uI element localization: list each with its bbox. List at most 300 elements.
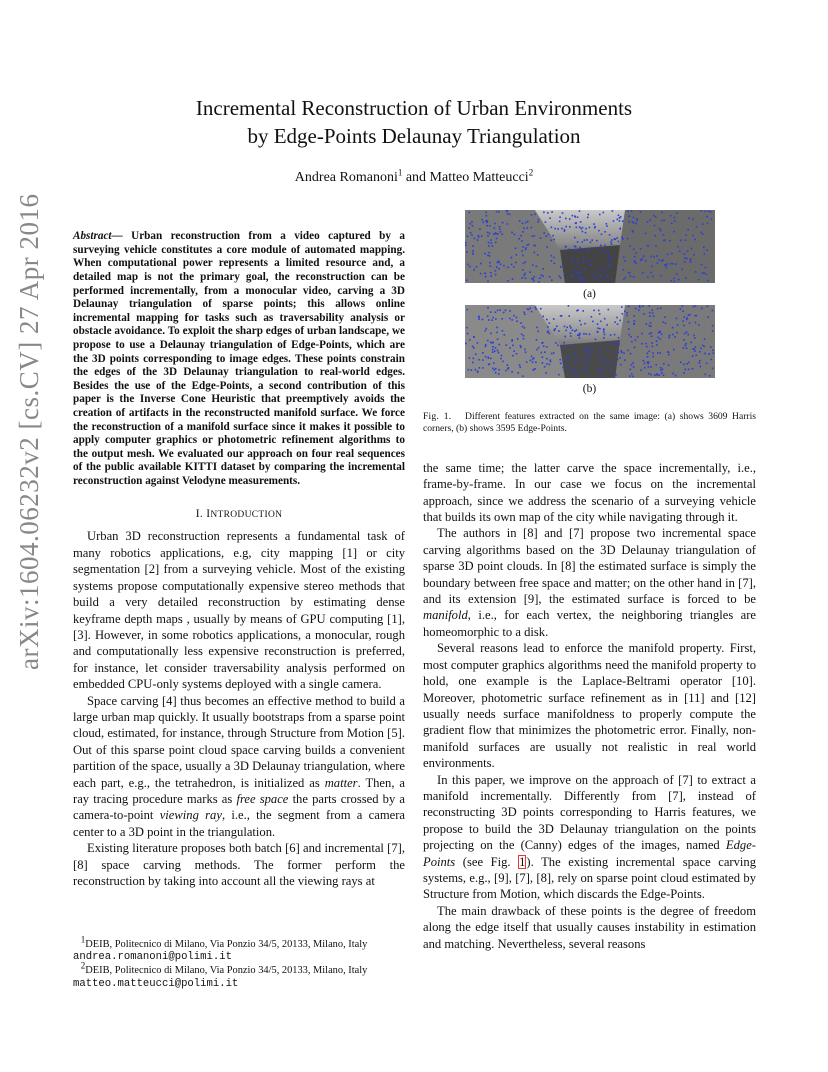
- feature-marker: [647, 356, 649, 358]
- feature-marker: [651, 336, 653, 338]
- feature-marker: [618, 352, 620, 354]
- feature-marker: [652, 356, 654, 358]
- feature-marker: [579, 226, 581, 228]
- harris-corners-image: [465, 210, 715, 283]
- feature-marker: [700, 232, 702, 234]
- feature-marker: [473, 347, 475, 349]
- feature-marker: [539, 277, 541, 279]
- feature-marker: [519, 364, 521, 366]
- feature-marker: [683, 347, 685, 349]
- feature-marker: [606, 223, 608, 225]
- feature-marker: [547, 212, 549, 214]
- body-paragraph: The authors in [8] and [7] propose two incremental space carving algorithms based on the 3D Delaunay triangulation of sparse 3D point clouds. In [8] the estimated surface is simply the boundary between free space and matter; on the other hand in [7], and its extension [9], the estimated surface is forced to be manifold, i.e., for each vertex, the neighboring triangles are homeomorphic to a disk.: [423, 526, 756, 639]
- feature-marker: [581, 241, 583, 243]
- feature-marker: [593, 310, 595, 312]
- feature-marker: [531, 311, 533, 313]
- feature-marker: [609, 367, 611, 369]
- feature-marker: [630, 336, 632, 338]
- feature-marker: [568, 357, 570, 359]
- feature-marker: [665, 267, 667, 269]
- feature-marker: [617, 323, 619, 325]
- feature-marker: [586, 372, 588, 374]
- feature-marker: [559, 276, 561, 278]
- feature-marker: [482, 359, 484, 361]
- feature-marker: [583, 262, 585, 264]
- feature-marker: [496, 238, 498, 240]
- feature-marker: [597, 331, 599, 333]
- feature-marker: [511, 264, 513, 266]
- feature-marker: [577, 263, 579, 265]
- feature-marker: [574, 270, 576, 272]
- feature-marker: [616, 237, 618, 239]
- feature-marker: [569, 218, 571, 220]
- feature-marker: [622, 220, 624, 222]
- feature-marker: [511, 371, 513, 373]
- feature-marker: [658, 332, 660, 334]
- feature-marker: [472, 225, 474, 227]
- feature-marker: [600, 280, 602, 282]
- feature-marker: [533, 276, 535, 278]
- feature-marker: [623, 352, 625, 354]
- figure-reference-link[interactable]: 1: [519, 854, 526, 869]
- feature-marker: [602, 247, 604, 249]
- feature-marker: [613, 220, 615, 222]
- feature-marker: [668, 337, 670, 339]
- feature-marker: [485, 344, 487, 346]
- feature-marker: [559, 216, 561, 218]
- feature-marker: [676, 318, 678, 320]
- feature-marker: [615, 343, 617, 345]
- feature-marker: [547, 326, 549, 328]
- feature-marker: [500, 263, 502, 265]
- feature-marker: [674, 281, 676, 283]
- feature-marker: [490, 265, 492, 267]
- feature-marker: [532, 278, 534, 280]
- feature-marker: [654, 225, 656, 227]
- feature-marker: [699, 360, 701, 362]
- feature-marker: [598, 348, 600, 350]
- feature-marker: [635, 252, 637, 254]
- feature-marker: [573, 371, 575, 373]
- feature-marker: [685, 343, 687, 345]
- feature-marker: [648, 373, 650, 375]
- feature-marker: [509, 318, 511, 320]
- feature-marker: [577, 271, 579, 273]
- feature-marker: [521, 277, 523, 279]
- figure-caption: Fig. 1. Different features extracted on the same image: (a) shows 3609 Harris corners, (b) shows 3595 Edge-Points.: [423, 411, 756, 435]
- feature-marker: [598, 230, 600, 232]
- feature-marker: [612, 210, 614, 212]
- feature-marker: [631, 210, 633, 212]
- feature-marker: [477, 239, 479, 241]
- feature-marker: [630, 369, 632, 371]
- feature-marker: [465, 245, 467, 247]
- figure-1: [423, 210, 756, 436]
- feature-marker: [632, 376, 634, 378]
- feature-marker: [640, 369, 642, 371]
- feature-marker: [466, 327, 468, 329]
- feature-marker: [557, 345, 559, 347]
- feature-marker: [587, 217, 589, 219]
- feature-marker: [536, 349, 538, 351]
- feature-marker: [691, 248, 693, 250]
- feature-marker: [495, 311, 497, 313]
- feature-marker: [610, 334, 612, 336]
- feature-marker: [536, 327, 538, 329]
- feature-marker: [676, 212, 678, 214]
- feature-marker: [486, 222, 488, 224]
- feature-marker: [468, 227, 470, 229]
- feature-marker: [557, 228, 559, 230]
- feature-marker: [578, 335, 580, 337]
- feature-marker: [527, 221, 529, 223]
- feature-marker: [572, 258, 574, 260]
- feature-marker: [509, 214, 511, 216]
- feature-marker: [524, 349, 526, 351]
- feature-marker: [621, 352, 623, 354]
- feature-marker: [575, 249, 577, 251]
- feature-marker: [517, 338, 519, 340]
- feature-marker: [664, 316, 666, 318]
- feature-marker: [589, 353, 591, 355]
- feature-marker: [612, 362, 614, 364]
- feature-marker: [522, 269, 524, 271]
- feature-marker: [482, 352, 484, 354]
- feature-marker: [648, 245, 650, 247]
- feature-marker: [635, 262, 637, 264]
- feature-marker: [538, 281, 540, 283]
- feature-marker: [547, 331, 549, 333]
- feature-marker: [487, 255, 489, 257]
- feature-marker: [685, 240, 687, 242]
- feature-marker: [652, 352, 654, 354]
- feature-marker: [643, 255, 645, 257]
- feature-marker: [565, 246, 567, 248]
- feature-marker: [705, 211, 707, 213]
- feature-marker: [653, 215, 655, 217]
- author-email[interactable]: matteo.matteucci@polimi.it: [73, 977, 239, 990]
- feature-marker: [633, 366, 635, 368]
- section-initial: I: [206, 508, 211, 521]
- feature-marker: [663, 363, 665, 365]
- feature-marker: [661, 212, 663, 214]
- feature-marker: [680, 308, 682, 310]
- feature-marker: [692, 218, 694, 220]
- feature-marker: [618, 344, 620, 346]
- feature-marker: [579, 276, 581, 278]
- feature-marker: [640, 248, 642, 250]
- feature-marker: [659, 331, 661, 333]
- feature-marker: [662, 259, 664, 261]
- feature-marker: [624, 311, 626, 313]
- feature-marker: [534, 235, 536, 237]
- affiliation-marker: 2: [528, 167, 534, 178]
- feature-marker: [627, 211, 629, 213]
- feature-marker: [599, 376, 601, 378]
- feature-marker: [490, 272, 492, 274]
- feature-marker: [477, 342, 479, 344]
- feature-marker: [704, 353, 706, 355]
- feature-marker: [495, 274, 497, 276]
- feature-marker: [546, 319, 548, 321]
- feature-marker: [580, 228, 582, 230]
- feature-marker: [494, 223, 496, 225]
- feature-marker: [579, 337, 581, 339]
- feature-marker: [505, 310, 507, 312]
- feature-marker: [471, 221, 473, 223]
- feature-marker: [670, 263, 672, 265]
- feature-marker: [632, 231, 634, 233]
- feature-marker: [482, 219, 484, 221]
- feature-marker: [579, 320, 581, 322]
- feature-marker: [619, 320, 621, 322]
- author-name: Matteo Matteucci: [429, 170, 529, 185]
- feature-marker: [642, 272, 644, 274]
- feature-marker: [710, 346, 712, 348]
- feature-marker: [617, 342, 619, 344]
- feature-marker: [469, 357, 471, 359]
- feature-marker: [659, 259, 661, 261]
- feature-marker: [553, 239, 555, 241]
- feature-marker: [650, 272, 652, 274]
- feature-marker: [668, 351, 670, 353]
- feature-marker: [524, 327, 526, 329]
- feature-marker: [479, 228, 481, 230]
- feature-marker: [521, 250, 523, 252]
- footnote: $^1$DEIB, Politecnico di Milano, Via Ponzio 34/5, 20133, Milano, Italy: [80, 934, 368, 950]
- feature-marker: [652, 276, 654, 278]
- feature-marker: [516, 353, 518, 355]
- feature-marker: [695, 271, 697, 273]
- feature-marker: [690, 261, 692, 263]
- feature-marker: [659, 338, 661, 340]
- feature-marker: [545, 235, 547, 237]
- feature-marker: [707, 306, 709, 308]
- feature-marker: [515, 248, 517, 250]
- feature-marker: [660, 367, 662, 369]
- feature-marker: [490, 333, 492, 335]
- feature-marker: [652, 312, 654, 314]
- feature-marker: [695, 346, 697, 348]
- feature-marker: [570, 332, 572, 334]
- feature-marker: [706, 216, 708, 218]
- feature-marker: [509, 347, 511, 349]
- feature-marker: [520, 322, 522, 324]
- feature-marker: [531, 356, 533, 358]
- feature-marker: [645, 260, 647, 262]
- body-paragraph: Existing literature proposes both batch [6] and incremental [7], [8] space carving methods. The former perform the reconstruction by taking into account all the viewing rays at: [73, 841, 405, 888]
- feature-marker: [561, 228, 563, 230]
- feature-marker: [678, 279, 680, 281]
- feature-marker: [497, 338, 499, 340]
- feature-marker: [519, 366, 521, 368]
- feature-marker: [629, 245, 631, 247]
- body-paragraph: In this paper, we improve on the approach of [7] to extract a manifold incrementally. Differently from [7], instead of reconstructing 3D points corresponding to Harris features, we propose to build the 3D Delaunay triangulation on the points projecting on the (Canny) edges of the images, named Edge-Points (see Fig. 1). The existing incremental space carving systems, e.g., [9], [7], [8], rely on sparse point cloud estimated by Structure from Motion, which discards the Edge-Points.: [423, 772, 757, 902]
- feature-marker: [634, 320, 636, 322]
- feature-marker: [703, 247, 705, 249]
- feature-marker: [663, 375, 665, 377]
- feature-marker: [684, 333, 686, 335]
- feature-marker: [695, 305, 697, 307]
- feature-marker: [576, 227, 578, 229]
- feature-marker: [663, 234, 665, 236]
- feature-marker: [558, 330, 560, 332]
- feature-marker: [470, 232, 472, 234]
- feature-marker: [624, 359, 626, 361]
- feature-marker: [467, 309, 469, 311]
- feature-marker: [594, 226, 596, 228]
- feature-marker: [579, 279, 581, 281]
- feature-marker: [473, 269, 475, 271]
- feature-marker: [628, 334, 630, 336]
- feature-marker: [563, 342, 565, 344]
- feature-marker: [487, 232, 489, 234]
- feature-marker: [484, 273, 486, 275]
- feature-marker: [625, 277, 627, 279]
- feature-marker: [650, 325, 652, 327]
- feature-marker: [591, 316, 593, 318]
- feature-marker: [579, 272, 581, 274]
- feature-marker: [553, 257, 555, 259]
- feature-marker: [650, 256, 652, 258]
- feature-marker: [478, 359, 480, 361]
- feature-marker: [673, 231, 675, 233]
- feature-marker: [546, 346, 548, 348]
- feature-marker: [546, 246, 548, 248]
- feature-marker: [488, 242, 490, 244]
- feature-marker: [643, 360, 645, 362]
- left-column: [73, 219, 405, 889]
- feature-marker: [687, 229, 689, 231]
- feature-marker: [647, 276, 649, 278]
- author-email[interactable]: andrea.romanoni@polimi.it: [73, 951, 232, 964]
- feature-marker: [523, 263, 525, 265]
- feature-marker: [606, 348, 608, 350]
- feature-marker: [709, 375, 711, 377]
- feature-marker: [600, 368, 602, 370]
- feature-marker: [611, 279, 613, 281]
- feature-marker: [577, 216, 579, 218]
- feature-marker: [563, 370, 565, 372]
- feature-marker: [590, 264, 592, 266]
- feature-marker: [492, 346, 494, 348]
- feature-marker: [533, 245, 535, 247]
- feature-marker: [589, 343, 591, 345]
- feature-marker: [522, 375, 524, 377]
- feature-marker: [490, 311, 492, 313]
- feature-marker: [696, 226, 698, 228]
- feature-marker: [608, 309, 610, 311]
- feature-marker: [542, 276, 544, 278]
- feature-marker: [626, 315, 628, 317]
- arxiv-identifier[interactable]: arXiv:1604.06232v2 [cs.CV] 27 Apr 2016: [14, 193, 44, 670]
- feature-marker: [522, 231, 524, 233]
- feature-marker: [513, 350, 515, 352]
- feature-marker: [551, 353, 553, 355]
- feature-marker: [605, 376, 607, 378]
- feature-marker: [517, 372, 519, 374]
- feature-marker: [661, 372, 663, 374]
- feature-marker: [525, 261, 527, 263]
- feature-marker: [608, 341, 610, 343]
- feature-marker: [465, 242, 467, 244]
- feature-marker: [647, 353, 649, 355]
- feature-marker: [524, 312, 526, 314]
- feature-marker: [495, 368, 497, 370]
- body-paragraph: Several reasons lead to enforce the manifold property. First, most computer graphics algorithms need the manifold property to hold, one example is the Laplace-Beltrami operator [10]. Moreover, photometric surface refinement as in [11] and [12] usually needs surface manifoldness to properly compute the gradient flow that minimizes the photometric error. Finally, non-manifold surfaces are usually not realistic in real world environments.: [423, 641, 756, 771]
- feature-marker: [572, 275, 574, 277]
- feature-marker: [657, 352, 659, 354]
- feature-marker: [523, 335, 525, 337]
- feature-marker: [637, 336, 639, 338]
- feature-marker: [498, 344, 500, 346]
- feature-marker: [711, 218, 713, 220]
- feature-marker: [686, 317, 688, 319]
- feature-marker: [605, 360, 607, 362]
- feature-marker: [686, 331, 688, 333]
- feature-marker: [713, 352, 715, 354]
- feature-marker: [475, 353, 477, 355]
- feature-marker: [565, 330, 567, 332]
- feature-marker: [503, 312, 505, 314]
- feature-marker: [479, 367, 481, 369]
- feature-marker: [522, 326, 524, 328]
- feature-marker: [568, 315, 570, 317]
- feature-marker: [501, 355, 503, 357]
- feature-marker: [696, 355, 698, 357]
- feature-marker: [582, 248, 584, 250]
- feature-marker: [522, 246, 524, 248]
- feature-marker: [585, 228, 587, 230]
- feature-marker: [494, 369, 496, 371]
- feature-marker: [633, 249, 635, 251]
- feature-marker: [553, 329, 555, 331]
- feature-marker: [519, 220, 521, 222]
- footnotes: [73, 934, 405, 991]
- feature-marker: [581, 280, 583, 282]
- section-number: I.: [195, 508, 207, 521]
- feature-marker: [584, 364, 586, 366]
- feature-marker: [606, 275, 608, 277]
- feature-marker: [631, 341, 633, 343]
- feature-marker: [601, 234, 603, 236]
- feature-marker: [631, 373, 633, 375]
- feature-marker: [538, 347, 540, 349]
- feature-marker: [683, 372, 685, 374]
- feature-marker: [474, 238, 476, 240]
- feature-marker: [604, 334, 606, 336]
- feature-marker: [636, 218, 638, 220]
- feature-marker: [511, 340, 513, 342]
- feature-marker: [684, 253, 686, 255]
- feature-marker: [488, 245, 490, 247]
- feature-marker: [489, 252, 491, 254]
- feature-marker: [712, 325, 714, 327]
- feature-marker: [693, 335, 695, 337]
- feature-marker: [492, 342, 494, 344]
- feature-marker: [579, 333, 581, 335]
- feature-marker: [518, 238, 520, 240]
- feature-marker: [672, 327, 674, 329]
- feature-marker: [498, 373, 500, 375]
- feature-marker: [543, 345, 545, 347]
- feature-marker: [582, 231, 584, 233]
- feature-marker: [544, 366, 546, 368]
- feature-marker: [492, 351, 494, 353]
- feature-marker: [659, 352, 661, 354]
- feature-marker: [692, 368, 694, 370]
- feature-marker: [641, 258, 643, 260]
